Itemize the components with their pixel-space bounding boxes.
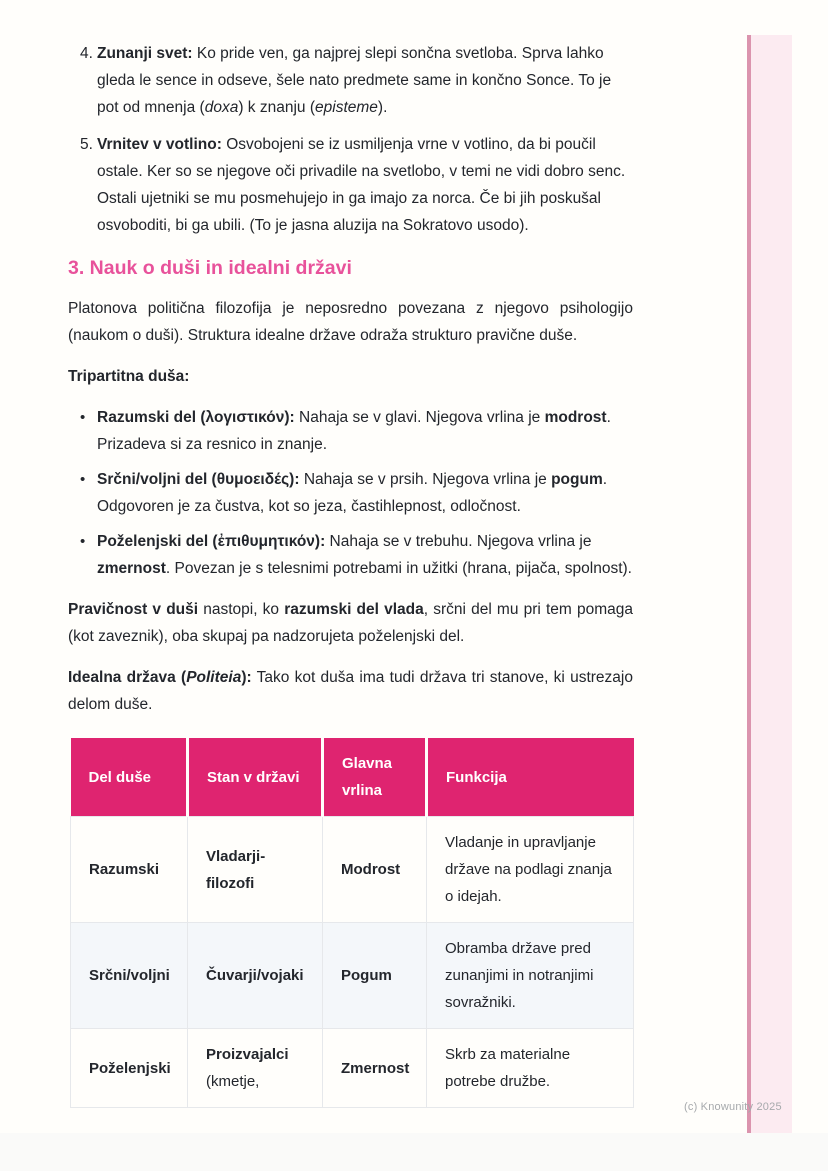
bullet-lead: Razumski del (λογιστικόν): bbox=[97, 409, 300, 426]
italic-term-episteme: episteme bbox=[315, 99, 378, 116]
bullet-item-text bbox=[97, 466, 633, 520]
cell-vrlina: Modrost bbox=[323, 817, 427, 923]
bold-term: zmernost bbox=[97, 560, 166, 577]
paragraph-text: , srčni del mu pri tem pomaga (kot zaveznik), oba skupaj pa nadzorujeta poželenjski del. bbox=[68, 601, 634, 645]
list-item-lead: Zunanji svet: bbox=[97, 45, 197, 62]
list-item-body: ) k znanju ( bbox=[238, 99, 316, 116]
soul-state-table bbox=[70, 738, 634, 1108]
watermark: (c) Knowunity 2025 bbox=[684, 1101, 782, 1113]
bullet-body: Nahaja se v trebuhu. Njegova vrlina je bbox=[329, 533, 592, 550]
cell-funkcija: Skrb za materialne potrebe družbe. bbox=[427, 1029, 634, 1108]
paragraph-text: nastopi, ko bbox=[198, 601, 285, 618]
table-row bbox=[71, 817, 634, 923]
column-header-vrlina: Glavna vrlina bbox=[323, 738, 427, 817]
bullet-item-pozelenjski bbox=[68, 528, 633, 582]
list-item-body: Osvobojeni se iz usmiljenja vrne v votlino, da bi poučil ostale. Ker so se njegove oči privadile na svetlobo, v temi ne vidi dobro senc. Ostali ujetniki se mu posmehujejo in ga imajo za norca. Če bi jih poskušal osvoboditi, bi ga ubili. (To je jasna aluzija na Sokratovo usodo). bbox=[97, 136, 626, 234]
bold-phrase: ): bbox=[241, 669, 252, 686]
cell-stan: Vladarji-filozofi bbox=[188, 817, 323, 923]
bullet-item-text bbox=[97, 404, 633, 458]
bullet-list bbox=[68, 404, 633, 582]
bold-term: pogum bbox=[551, 471, 603, 488]
cell-vrlina: Zmernost bbox=[323, 1029, 427, 1108]
ideal-state-paragraph bbox=[68, 664, 633, 718]
bold-italic-term-politeia: Politeia bbox=[186, 669, 242, 686]
justice-paragraph bbox=[68, 596, 633, 650]
intro-paragraph: Platonova politična filozofija je neposredno povezana z njegovo psihologijo (naukom o duši). Struktura idealne države odraža strukturo pravične duše. bbox=[68, 300, 633, 344]
numbered-list bbox=[68, 40, 633, 239]
bold-term: modrost bbox=[544, 409, 607, 426]
tripartite-label bbox=[68, 363, 633, 390]
cell-funkcija: Obramba države pred zunanjimi in notranjimi sovražniki. bbox=[427, 923, 634, 1029]
list-item-4 bbox=[68, 40, 633, 121]
list-item-lead: Vrnitev v votlino: bbox=[97, 136, 227, 153]
list-item-body: Ko pride ven, ga najprej slepi sončna svetloba. Sprva lahko gleda le sence in odseve, šele nato predmete same in končno Sonce. To je pot od mnenja ( bbox=[97, 45, 612, 116]
cell-stan-bold: Proizvajalci bbox=[206, 1046, 289, 1063]
column-header-funkcija: Funkcija bbox=[427, 738, 634, 817]
list-item-body: ). bbox=[377, 99, 388, 116]
list-item-text bbox=[97, 40, 633, 121]
bullet-body: . Povezan je s telesnimi potrebami in užitki (hrana, pijača, spolnost). bbox=[165, 560, 632, 577]
bullet-item-razumski bbox=[68, 404, 633, 458]
italic-term-doxa: doxa bbox=[204, 99, 239, 116]
bullet-icon: • bbox=[80, 533, 86, 550]
bullet-item-text bbox=[97, 528, 633, 582]
column-header-del-duse: Del duše bbox=[71, 738, 188, 817]
list-item-5 bbox=[68, 131, 633, 239]
bullet-body: Nahaja se v prsih. Njegova vrlina je bbox=[303, 471, 552, 488]
cell-del-duse: Poželenjski bbox=[71, 1029, 188, 1108]
tripartite-label-text: Tripartitna duša: bbox=[68, 368, 190, 385]
bullet-icon: • bbox=[80, 409, 86, 426]
bullet-body: . Odgovoren je za čustva, kot so jeza, častihlepnost, odločnost. bbox=[97, 471, 608, 515]
cell-stan: Čuvarji/vojaki bbox=[188, 923, 323, 1029]
bold-phrase: razumski del vlada bbox=[284, 601, 424, 618]
cell-del-duse: Srčni/voljni bbox=[71, 923, 188, 1029]
page-gap bbox=[0, 1133, 828, 1171]
cell-funkcija: Vladanje in upravljanje države na podlagi znanja o idejah. bbox=[427, 817, 634, 923]
cell-del-duse: Razumski bbox=[71, 817, 188, 923]
bullet-body: Nahaja se v glavi. Njegova vrlina je bbox=[299, 409, 545, 426]
bullet-lead: Poželenjski del (ἐπιθυμητικόν): bbox=[97, 533, 330, 550]
table-row bbox=[71, 1029, 634, 1108]
list-number: 5. bbox=[80, 136, 93, 153]
bullet-lead: Srčni/voljni del (θυμοειδές): bbox=[97, 471, 304, 488]
paragraph-text: Tako kot duša ima tudi država tri stanove, ki ustrezajo delom duše. bbox=[68, 669, 633, 713]
bullet-body: . Prizadeva si za resnico in znanje. bbox=[97, 409, 611, 453]
bullet-item-srcni bbox=[68, 466, 633, 520]
table-row bbox=[71, 923, 634, 1029]
cell-vrlina: Pogum bbox=[323, 923, 427, 1029]
pink-margin-bar bbox=[747, 35, 792, 1133]
list-number: 4. bbox=[80, 45, 93, 62]
list-item-text bbox=[97, 131, 633, 239]
column-header-stan: Stan v državi bbox=[188, 738, 323, 817]
bullet-icon: • bbox=[80, 471, 86, 488]
bold-phrase: Idealna država ( bbox=[68, 669, 187, 686]
bold-phrase: Pravičnost v duši bbox=[68, 601, 199, 618]
cell-stan-rest: (kmetje, bbox=[206, 1073, 260, 1090]
table-header-row bbox=[71, 738, 634, 817]
section-heading: 3. Nauk o duši in idealni državi bbox=[68, 257, 352, 279]
cell-stan bbox=[188, 1029, 323, 1108]
